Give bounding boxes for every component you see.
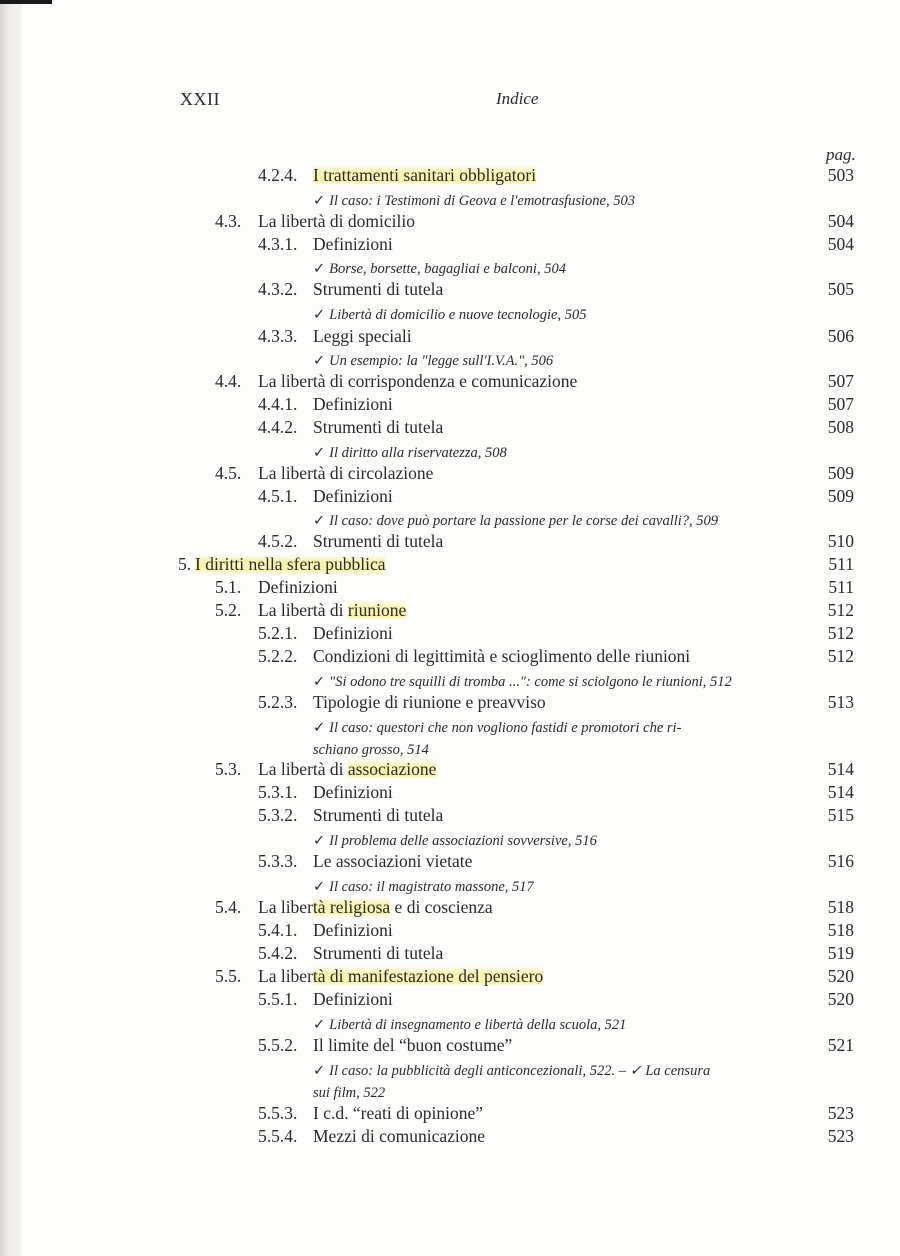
toc-case-note [0,1014,900,1036]
page-ref: 511 [828,554,854,574]
page-ref: 503 [827,165,854,185]
section-number: 5.1. [215,577,242,597]
toc-case-note [0,442,900,464]
case-note-text [313,742,429,759]
toc-entry [0,554,900,576]
section-title: La libertà di manifestazione del pensiero [258,966,544,986]
highlighter-mark: tà religiosa [312,897,391,917]
toc-entry [0,920,900,942]
toc-case-note [0,258,900,280]
checkmark-icon: ✓ [313,879,326,895]
case-note-label: Libertà di insegnamento e libertà della scuola, 521 [329,1017,627,1033]
section-title: La libertà di associazione [258,759,437,779]
toc-case-note [0,1082,900,1104]
section-title: Strumenti di tutela [313,531,444,551]
checkmark-icon: ✓ [313,1063,326,1079]
page-ref: 512 [827,646,854,666]
section-title [195,554,385,575]
toc-entry [0,1035,900,1057]
case-note-label: Borse, borsette, bagagliai e balconi, 504 [329,261,566,277]
toc-case-note [0,350,900,372]
case-note-text [313,720,681,737]
toc-case-note [0,830,900,852]
page-ref: 512 [827,623,854,643]
section-number: 5.4.1. [258,920,298,940]
section-number: 5.5.1. [258,989,298,1009]
highlighter-mark: I trattamenti sanitari obbligatori [313,165,537,185]
page-ref: 506 [827,326,854,346]
section-number: 5.2. [215,600,242,620]
case-note-label: Il diritto alla riservatezza, 508 [329,445,507,461]
case-note-text [313,833,597,850]
checkmark-icon: ✓ [313,261,326,277]
toc-case-note [0,510,900,532]
section-number: 4.3.2. [258,279,298,299]
page-ref: 518 [827,920,854,940]
section-title: Definizioni [313,623,393,643]
running-head: Indice [496,89,539,108]
section-title: Definizioni [313,989,393,1009]
checkmark-icon: ✓ [313,307,326,323]
toc-entry [0,646,900,668]
page-number: XXII [180,89,220,109]
case-note-text [313,674,732,691]
section-number: 5.5.3. [258,1103,298,1123]
page-ref: 514 [827,782,854,802]
case-note-label: Libertà di domicilio e nuove tecnologie, 505 [329,307,587,323]
page-ref: 511 [828,577,854,597]
toc-entry [0,165,900,187]
section-title: Definizioni [313,486,393,506]
toc-entry [0,851,900,873]
section-number: 5.4.2. [258,943,298,963]
section-title: Tipologie di riunione e preavviso [313,692,546,712]
page-ref: 508 [827,417,854,437]
page-ref: 516 [827,851,854,871]
page-ref: 521 [827,1035,854,1055]
case-note-text [313,879,534,896]
section-number: 5.3.3. [258,851,298,871]
section-number: 4.5.2. [258,531,298,551]
checkmark-icon: ✓ [313,674,326,690]
toc-case-note [0,739,900,761]
toc-entry [0,577,900,599]
section-number: 5.5.2. [258,1035,298,1055]
page-ref: 504 [827,234,854,254]
section-title: Strumenti di tutela [313,417,444,437]
toc-entry [0,897,900,919]
section-title: Strumenti di tutela [313,943,444,963]
highlighter-mark: riunione [347,600,407,620]
toc-entry [0,600,900,622]
section-number: 4.4. [215,371,242,391]
toc-entry [0,623,900,645]
case-note-text [313,193,635,210]
section-number: 5.5.4. [258,1126,298,1146]
section-number: 4.5.1. [258,486,298,506]
checkmark-icon: ✓ [313,353,326,369]
toc-entry [0,1103,900,1125]
page-ref: 509 [827,486,854,506]
page-ref: 509 [827,463,854,483]
section-title: Condizioni di legittimità e scioglimento delle riunioni [313,646,691,666]
section-title [313,165,536,186]
page-ref: 510 [827,531,854,551]
section-title: Leggi speciali [313,326,412,346]
page-ref: 512 [827,600,854,620]
section-number: 5.5. [215,966,242,986]
section-title: I c.d. “reati di opinione” [313,1103,484,1123]
section-title: La libertà di domicilio [258,211,415,231]
case-note-text [313,261,566,278]
toc-entry [0,326,900,348]
section-number: 5.3. [215,759,242,779]
toc-case-note [0,717,900,739]
section-number: 5.3.2. [258,805,298,825]
section-number: 5.3.1. [258,782,298,802]
section-title: Definizioni [313,782,393,802]
case-note-label: Il caso: questori che non vogliono fastidi e promotori che ri- [329,720,682,736]
section-title: La libertà di riunione [258,600,407,620]
toc-entry [0,463,900,485]
case-note-label: Il caso: il magistrato massone, 517 [329,879,534,895]
toc-entry [0,1126,900,1148]
case-note-label: sui film, 522 [313,1085,386,1101]
case-note-label: Il caso: la pubblicità degli anticoncezionali, 522. – ✓ La censura [329,1063,711,1079]
toc-entry [0,417,900,439]
case-note-text [313,513,718,530]
page-ref: 519 [827,943,854,963]
section-title: Le associazioni vietate [313,851,473,871]
page-ref: 513 [827,692,854,712]
page-ref: 505 [827,279,854,299]
section-number: 4.3.3. [258,326,298,346]
page-column-label: pag. [826,145,856,164]
page-ref: 507 [827,394,854,414]
section-title: La libertà di circolazione [258,463,434,483]
case-note-text [313,353,553,370]
section-title: Definizioni [258,577,338,597]
section-title: Strumenti di tutela [313,279,444,299]
section-number: 5.4. [215,897,242,917]
page-edge-mark [0,0,52,4]
checkmark-icon: ✓ [313,833,326,849]
section-number: 5.2.2. [258,646,298,666]
toc-case-note [0,671,900,693]
toc-case-note [0,1060,900,1082]
checkmark-icon: ✓ [313,1017,326,1033]
section-number: 4.3.1. [258,234,298,254]
checkmark-icon: ✓ [313,720,326,736]
page-ref: 504 [827,211,854,231]
case-note-label: Il caso: i Testimoni di Geova e l'emotrasfusione, 503 [329,193,635,209]
section-title: Mezzi di comunicazione [313,1126,486,1146]
toc-entry [0,371,900,393]
case-note-label: Il caso: dove può portare la passione per le corse dei cavalli?, 509 [329,513,719,529]
page-ref: 507 [827,371,854,391]
section-number: 5. [178,554,192,574]
section-title: Il limite del “buon costume” [313,1035,513,1055]
toc-entry [0,805,900,827]
toc-entry [0,782,900,804]
page-ref: 518 [827,897,854,917]
toc-entry [0,966,900,988]
section-number: 5.2.1. [258,623,298,643]
toc-entry [0,692,900,714]
highlighter-mark: I diritti nella sfera pubblica [195,554,386,574]
toc-entry [0,486,900,508]
highlighter-mark: associazione [347,759,437,779]
section-number: 4.5. [215,463,242,483]
toc-entry [0,279,900,301]
checkmark-icon: ✓ [313,445,326,461]
case-note-label: schiano grosso, 514 [313,742,429,758]
case-note-label: Il problema delle associazioni sovversive, 516 [329,833,597,849]
case-note-text [313,1085,385,1102]
case-note-text [313,445,507,462]
toc-entry [0,989,900,1011]
page-ref: 523 [827,1126,854,1146]
page-ref: 514 [827,759,854,779]
toc-entry [0,211,900,233]
page-ref: 520 [827,989,854,1009]
toc-case-note [0,876,900,898]
case-note-label: Un esempio: la "legge sull'I.V.A.", 506 [329,353,554,369]
toc-entry [0,394,900,416]
section-number: 4.2.4. [258,165,298,185]
toc-case-note [0,190,900,212]
toc-entry [0,943,900,965]
case-note-text [313,1063,710,1080]
section-title: Definizioni [313,920,393,940]
section-title: Definizioni [313,394,393,414]
toc-entry [0,531,900,553]
case-note-text [313,1017,626,1034]
section-title: Definizioni [313,234,393,254]
page-ref: 523 [827,1103,854,1123]
checkmark-icon: ✓ [313,513,326,529]
section-number: 4.3. [215,211,242,231]
toc-entry [0,759,900,781]
section-number: 4.4.1. [258,394,298,414]
case-note-text [313,307,586,324]
section-title: Strumenti di tutela [313,805,444,825]
section-number: 4.4.2. [258,417,298,437]
section-title: La libertà di corrispondenza e comunicazione [258,371,578,391]
checkmark-icon: ✓ [313,193,326,209]
section-title: La libertà religiosa e di coscienza [258,897,493,917]
toc-entry [0,234,900,256]
page-ref: 515 [827,805,854,825]
toc-case-note [0,304,900,326]
highlighter-mark: tà di manifestazione del pensiero [312,966,544,986]
page-ref: 520 [827,966,854,986]
section-number: 5.2.3. [258,692,298,712]
case-note-label: "Si odono tre squilli di tromba ...": come si sciolgono le riunioni, 512 [329,674,732,690]
